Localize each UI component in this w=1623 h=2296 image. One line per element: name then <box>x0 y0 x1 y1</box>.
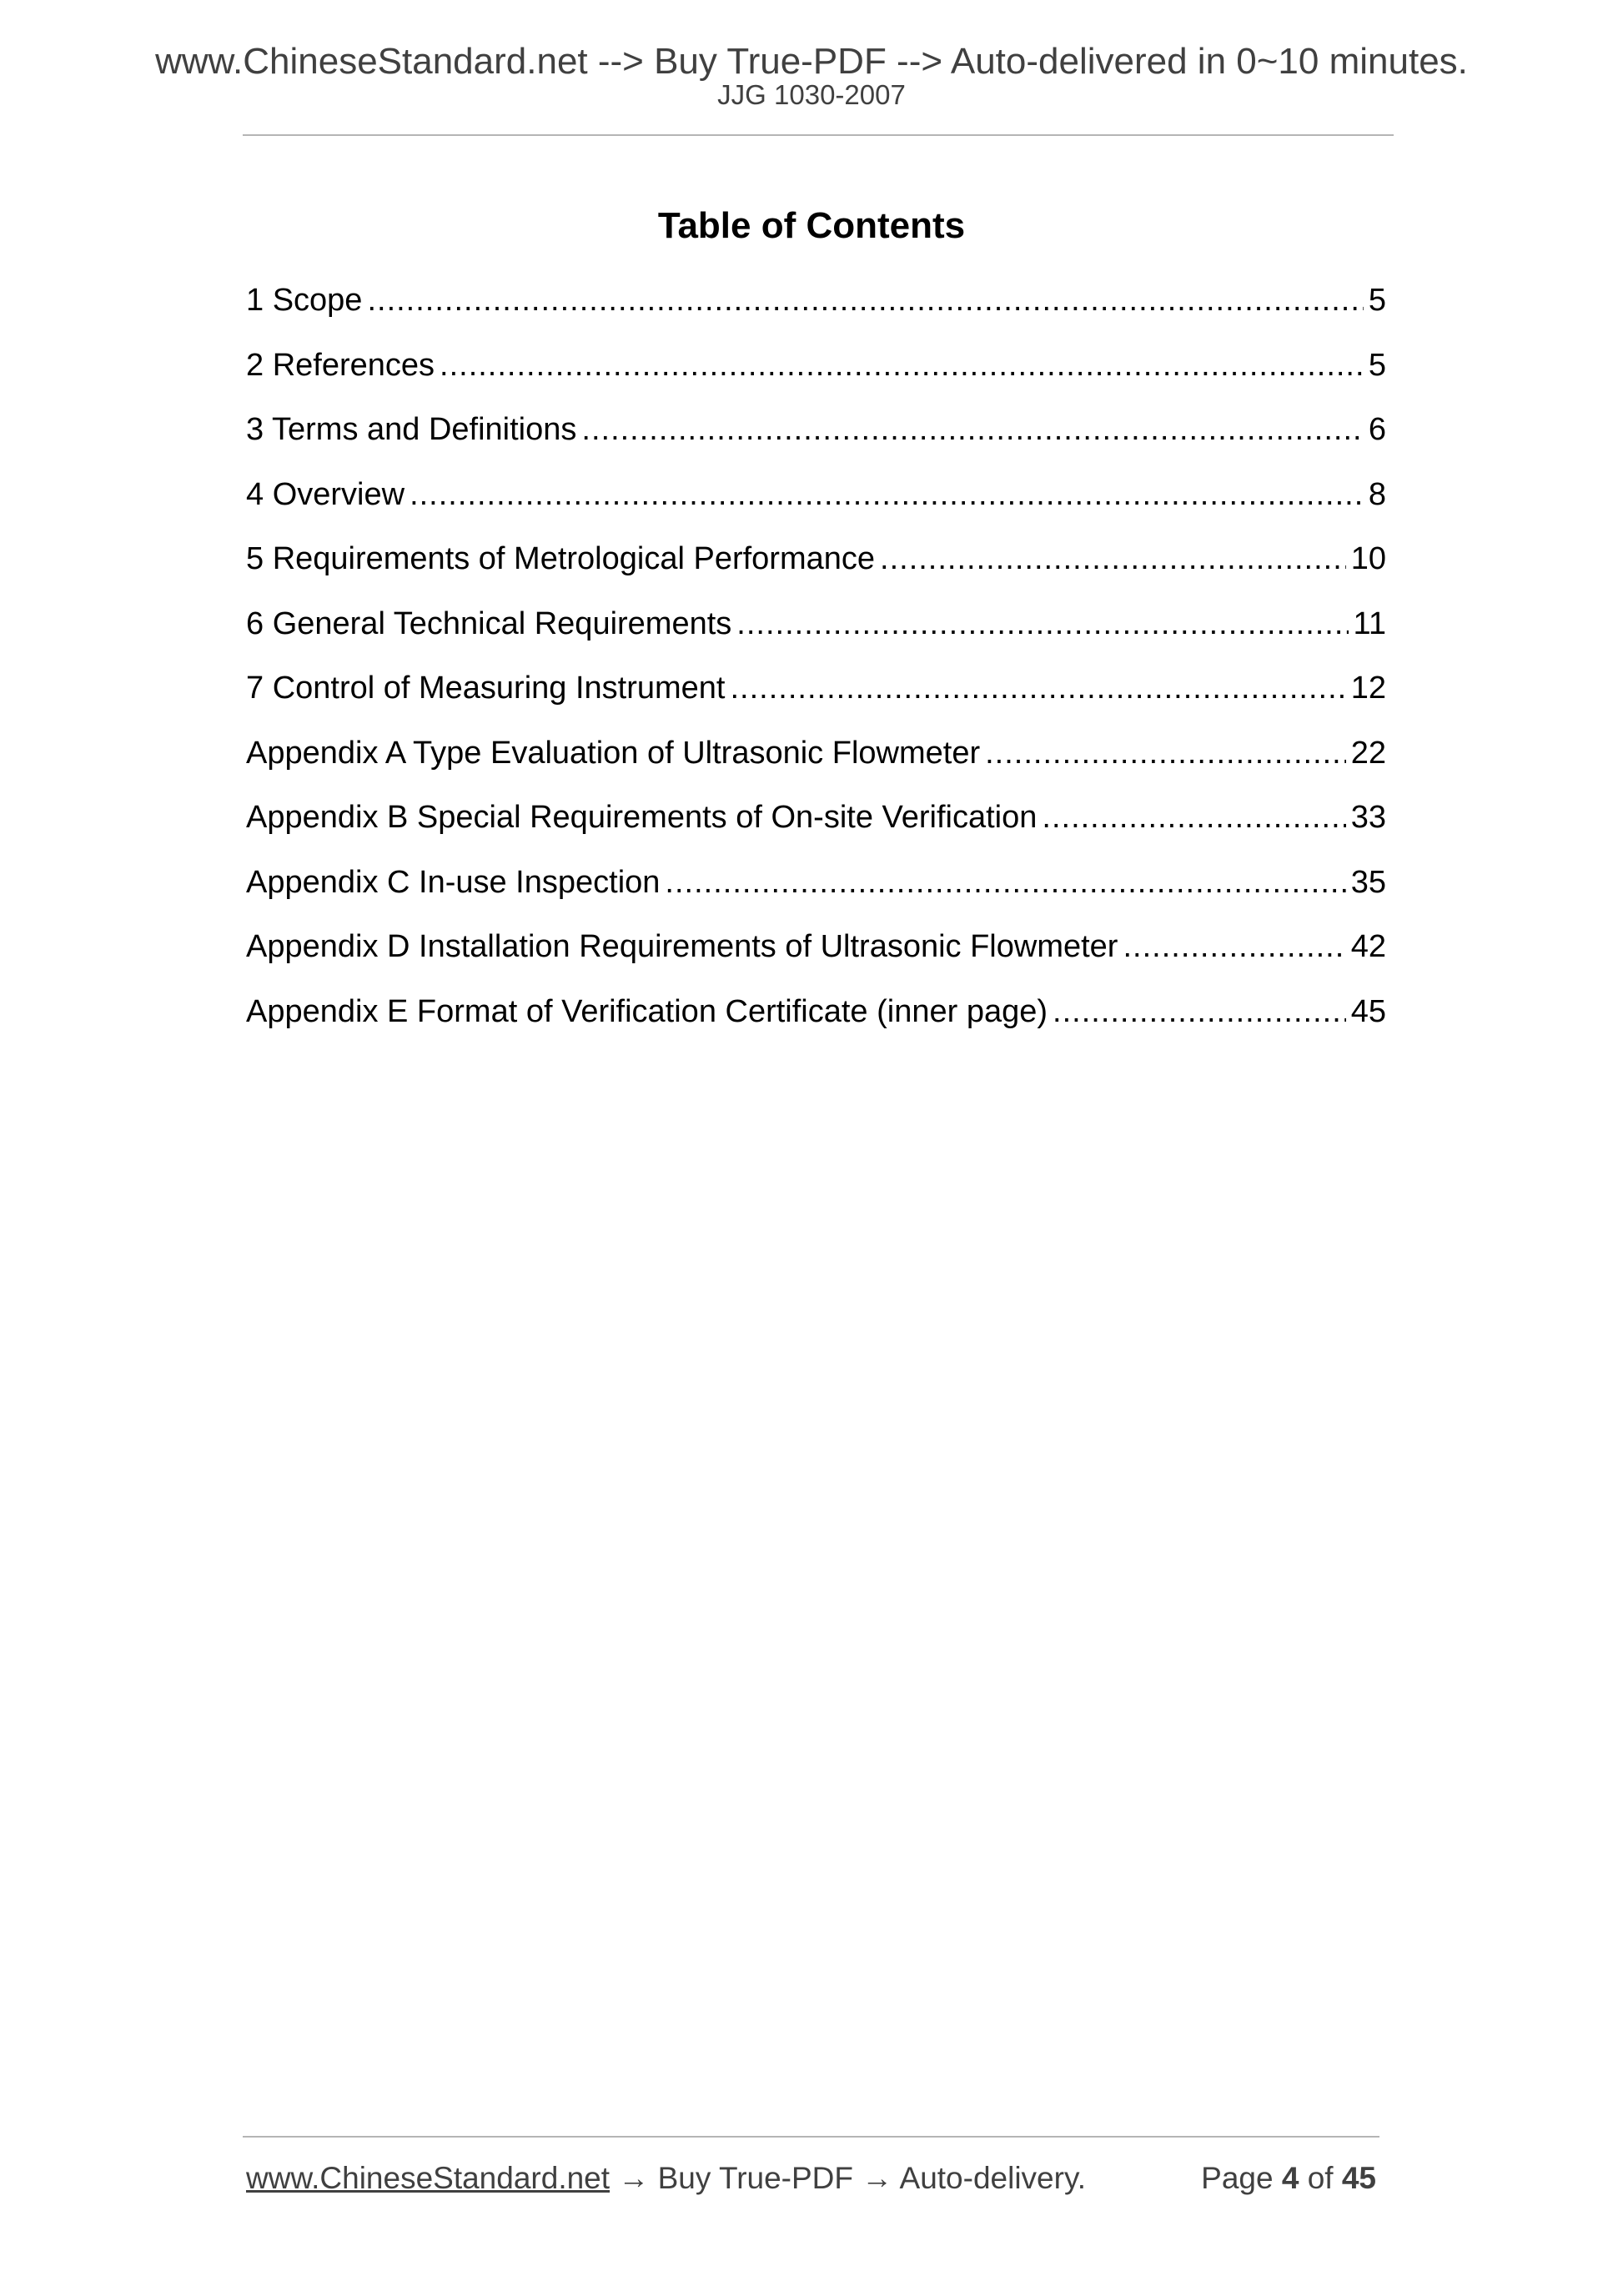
footer-tagline: → Buy True-PDF → Auto-delivery. <box>610 2161 1086 2195</box>
toc-entry-page: 22 <box>1350 736 1386 771</box>
toc-entry[interactable] <box>246 736 1386 801</box>
toc-entry-label: 3 Terms and Definitions <box>246 413 577 447</box>
toc-entry[interactable] <box>246 284 1386 349</box>
footer-divider <box>243 2136 1379 2138</box>
toc-entry-label: Appendix E Format of Verification Certificate (inner page) <box>246 994 1048 1029</box>
toc-dot-leader <box>410 478 1364 513</box>
header-banner: www.ChineseStandard.net --> Buy True-PDF --> Auto-delivered in 0~10 minutes. <box>155 41 1468 82</box>
toc-entry[interactable] <box>246 995 1386 1060</box>
toc-entry-label: 6 General Technical Requirements <box>246 606 732 641</box>
toc-dot-leader <box>985 736 1346 771</box>
toc-dot-leader <box>736 607 1348 642</box>
toc-dot-leader <box>1042 801 1345 836</box>
header-divider <box>243 134 1394 136</box>
toc-entry-page: 12 <box>1350 671 1386 706</box>
toc-entry-label: Appendix A Type Evaluation of Ultrasonic Flowmeter <box>246 736 981 771</box>
toc-entry[interactable] <box>246 542 1386 607</box>
toc-entry-label: 5 Requirements of Metrological Performance <box>246 542 876 576</box>
toc-dot-leader <box>581 413 1363 448</box>
toc-entry[interactable] <box>246 801 1386 866</box>
toc-entry-page: 45 <box>1350 994 1386 1029</box>
toc-entry-page: 42 <box>1350 930 1386 964</box>
toc-entry[interactable] <box>246 349 1386 414</box>
of-word: of <box>1307 2161 1334 2195</box>
toc-dot-leader <box>665 866 1345 901</box>
toc-entry-label: 7 Control of Measuring Instrument <box>246 671 726 706</box>
toc-entry[interactable] <box>246 671 1386 736</box>
current-page-number: 4 <box>1281 2161 1299 2195</box>
page-footer <box>246 2160 1376 2197</box>
toc-entry[interactable] <box>246 413 1386 478</box>
toc-dot-leader <box>731 671 1346 706</box>
toc-entry-page: 5 <box>1368 284 1386 318</box>
page-word: Page <box>1201 2161 1274 2195</box>
toc-entry-page: 8 <box>1368 477 1386 512</box>
toc-dot-leader <box>367 284 1363 319</box>
document-code: JJG 1030-2007 <box>717 79 906 110</box>
table-of-contents <box>246 284 1386 1059</box>
toc-entry-page: 5 <box>1368 348 1386 383</box>
toc-entry-label: 2 References <box>246 348 435 383</box>
toc-dot-leader <box>440 349 1364 384</box>
toc-entry-page: 6 <box>1368 413 1386 447</box>
toc-entry[interactable] <box>246 607 1386 672</box>
toc-entry[interactable] <box>246 930 1386 995</box>
toc-entry-label: Appendix D Installation Requirements of Ultrasonic Flowmeter <box>246 930 1118 964</box>
toc-dot-leader <box>1053 995 1346 1030</box>
toc-entry-page: 10 <box>1350 542 1386 576</box>
toc-dot-leader <box>1123 930 1345 965</box>
toc-dot-leader <box>880 542 1346 577</box>
toc-entry-label: 1 Scope <box>246 284 363 318</box>
page-title: Table of Contents <box>657 205 966 246</box>
toc-entry[interactable] <box>246 866 1386 931</box>
toc-entry-label: Appendix C In-use Inspection <box>246 865 661 900</box>
toc-entry[interactable] <box>246 478 1386 543</box>
site-link[interactable]: www.ChineseStandard.net <box>246 2161 611 2195</box>
toc-entry-page: 33 <box>1350 801 1386 835</box>
toc-entry-label: 4 Overview <box>246 477 405 512</box>
toc-entry-page: 11 <box>1353 606 1386 641</box>
total-pages-number: 45 <box>1341 2161 1376 2195</box>
page-counter <box>1201 2160 1376 2197</box>
toc-entry-label: Appendix B Special Requirements of On-site Verification <box>246 801 1038 835</box>
toc-entry-page: 35 <box>1350 865 1386 900</box>
